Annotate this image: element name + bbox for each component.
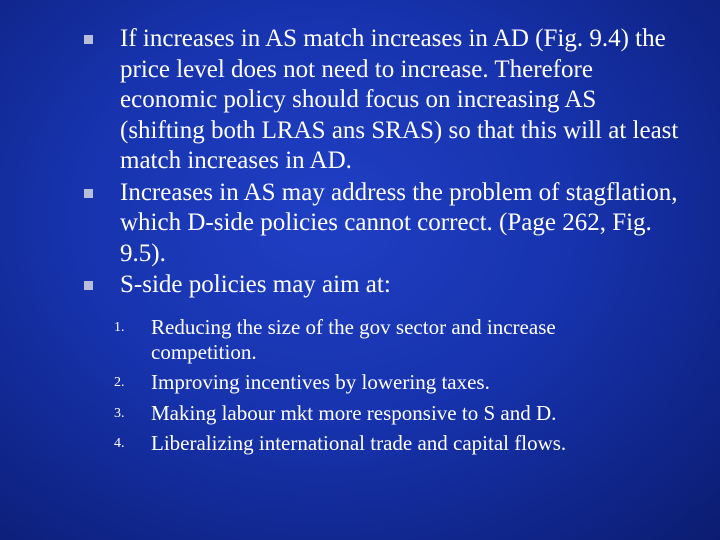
numbered-item-text: Liberalizing international trade and capital flows. xyxy=(151,431,567,455)
numbered-item xyxy=(114,401,614,426)
bullet-list xyxy=(84,24,684,301)
square-bullet-icon xyxy=(84,35,93,44)
item-number: 2. xyxy=(114,375,125,390)
numbered-item xyxy=(114,370,614,395)
numbered-item xyxy=(114,431,614,456)
square-bullet-icon xyxy=(84,281,93,290)
numbered-item xyxy=(114,315,614,364)
bullet-text: S-side policies may aim at: xyxy=(120,271,391,298)
numbered-item-text: Reducing the size of the gov sector and increase competition. xyxy=(151,315,556,364)
numbered-item-text: Improving incentives by lowering taxes. xyxy=(151,370,490,394)
bullet-item xyxy=(84,270,684,301)
bullet-item xyxy=(84,178,684,270)
numbered-list xyxy=(114,315,614,462)
item-number: 4. xyxy=(114,436,125,451)
item-number: 3. xyxy=(114,405,125,421)
bullet-text: If increases in AS match increases in AD (Fig. 9.4) the price level does not need to increase. Therefore economic policy should focus on increasing AS (shifting both LRAS ans SRAS) so that this will at least match increases in AD. xyxy=(120,25,679,174)
numbered-item-text: Making labour mkt more responsive to S and D. xyxy=(151,400,557,425)
item-number: 1. xyxy=(114,320,125,335)
bullet-item xyxy=(84,24,684,177)
square-bullet-icon xyxy=(84,189,93,198)
bullet-text: Increases in AS may address the problem of stagflation, which D-side policies cannot correct. (Page 262, Fig. 9.5). xyxy=(120,178,678,267)
